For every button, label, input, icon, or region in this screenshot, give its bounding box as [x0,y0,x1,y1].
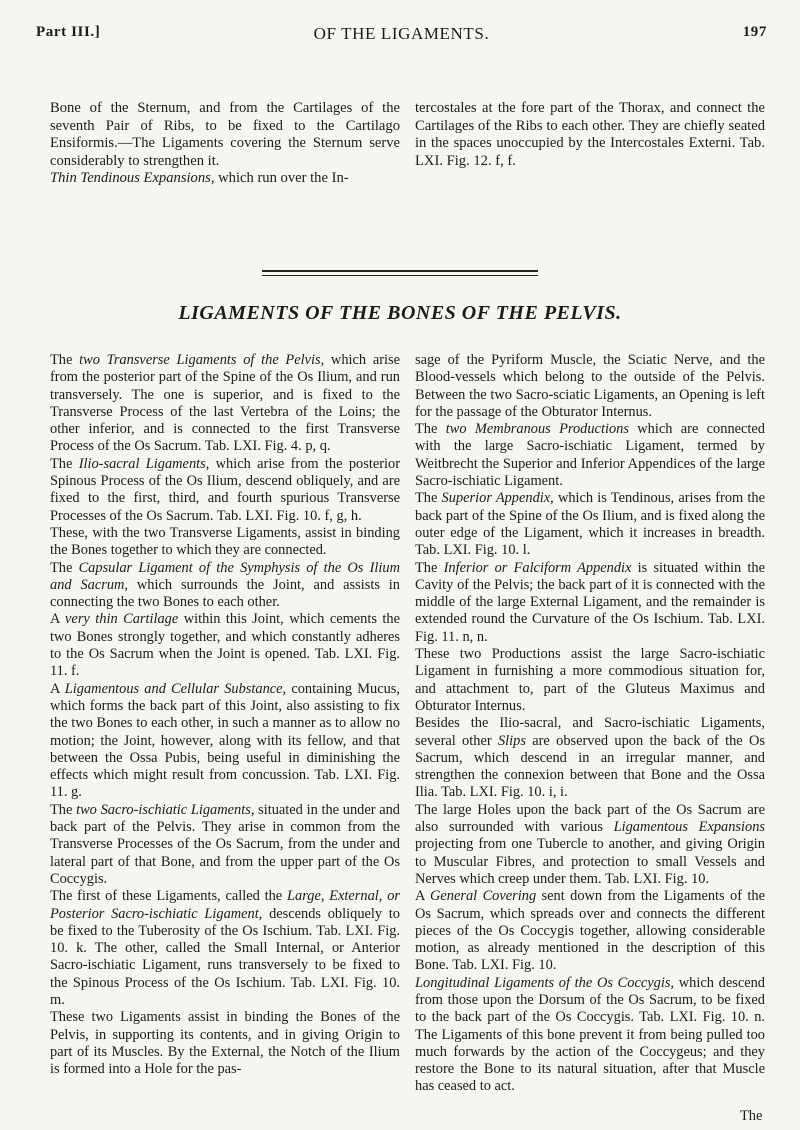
left-column [50,352,400,1078]
right-paragraph: The Inferior or Falciform Appendix is situated within the Cavity of the Pelvis; the back part of it is connected with the middle of the large External Ligament, and the remainder is extended round the Curvature of the Os Ischium. Tab. LXI. Fig. 11. n, n. [415,559,765,645]
divider-thin [262,275,538,276]
right-paragraph: The large Holes upon the back part of the Os Sacrum are also surrounded with various Ligamentous Expansions projecting from one Tubercle to another, and giving Origin to Muscular Fibres, and protection to small Vessels and Nerves which creep under them. Tab. LXI. Fig. 10. [415,801,766,887]
left-paragraph: A very thin Cartilage within this Joint, which cements the two Bones strongly together, and which constantly adheres to the Os Sacrum when the Joint is opened. Tab. LXI. Fig. 11. f. [50,611,400,680]
left-paragraph: The first of these Ligaments, called the Large, External, or Posterior Sacro-ischiatic Ligament, descends obliquely to be fixed to the Tuberosity of the Os Ischium. Tab. LXI. Fig. 10. k. The other, called the Small Internal, or Anterior Sacro-ischiatic Ligament, runs transversely to be fixed to the Spinous Process of the Os Ischium. Tab. LXI. Fig. 10. m. [50,888,400,1008]
right-paragraph: These two Productions assist the large Sacro-ischiatic Ligament in furnishing a more commodious situation for, and attachment to, part of the Gluteus Maximus and Obturator Internus. [415,646,765,714]
section-title: LIGAMENTS OF THE BONES OF THE PELVIS. [178,302,622,324]
right-paragraph: Longitudinal Ligaments of the Os Coccygis, which descend from those upon the Dorsum of the Os Sacrum, to be fixed to the back part of the Os Coccygis. Tab. LXI. Fig. 10. n. The Ligaments of this bone prevent it from being pulled too much forwards by the action of the Coccygeus; and they restore the Bone to its natural situation, after that Muscle has ceased to act. [415,974,765,1095]
right-paragraph: The Superior Appendix, which is Tendinous, arises from the back part of the Spine of the Os Ilium, and is fixed along the outer edge of the Ligament, which it increases in breadth. Tab. LXI. Fig. 10. l. [415,490,765,559]
divider-thick [262,270,538,272]
top-right-paragraph: tercostales at the fore part of the Thorax, and connect the Cartilages of the Ribs to each other. They are chiefly seated in the spaces unoccupied by the Intercostales Externi. Tab. LXI. Fig. 12. f, f. [415,100,765,169]
left-paragraph: These two Ligaments assist in binding the Bones of the Pelvis, in supporting its contents, and in giving Origin to part of its Muscles. By the External, the Notch of the Ilium is formed into a Hole for the pas- [50,1009,400,1078]
running-title: OF THE LIGAMENTS. [313,24,490,43]
top-left-column [50,100,400,188]
left-paragraph: The two Sacro-ischiatic Ligaments, situated in the under and back part of the Pelvis. They arise in common from the Transverse Processes of the Os Sacrum, from the under and lateral part of that Bone, and from the upper part of the Os Coccygis. [50,801,400,887]
right-paragraph: Besides the Ilio-sacral, and Sacro-ischiatic Ligaments, several other Slips are observed upon the back of the Os Sacrum, which descend in an irregular manner, and strengthen the connexion between that Bone and the Ossa Ilia. Tab. LXI. Fig. 10. i, i. [415,715,765,801]
left-paragraph: A Ligamentous and Cellular Substance, containing Mucus, which forms the back part of this Joint, also assisting to fix the two Bones to each other, in such a manner as to allow no motion; the Joint, however, along with its fellow, and that between the Ossa Pubis, being useful in diminishing the effects which might result from concussion. Tab. LXI. Fig. 11. g. [50,680,401,801]
top-left-paragraph: Bone of the Sternum, and from the Cartilages of the seventh Pair of Ribs, to be fixed to the Cartilago Ensiformis.—The Ligaments covering the Sternum serve considerably to strengthen it. Thin Tendinous Expansions, which run over the In- [50,100,400,187]
top-right-column [415,100,765,170]
page-number: 197 [742,24,767,40]
right-paragraph: A General Covering sent down from the Ligaments of the Os Sacrum, which spreads over and connects the different pieces of the Os Coccygis together, allowing considerable motion, as already mentioned in the description of this Bone. Tab. LXI. Fig. 10. [415,888,766,974]
right-column [415,352,765,1096]
left-paragraph: These, with the two Transverse Ligaments, assist in binding the Bones together to which they are connected. [50,524,400,559]
left-paragraph: The two Transverse Ligaments of the Pelvis, which arise from the posterior part of the Spine of the Os Ilium, and run transversely. The one is superior, and is fixed to the Transverse Process of the last Vertebra of the Loins; the other inferior, and is connected to the first Transverse Process of the Os Sacrum. Tab. LXI. Fig. 4. p, q. [50,352,400,455]
part-label: Part III.] [36,24,101,40]
right-paragraph: The two Membranous Productions which are connected with the large Sacro-ischiatic Ligament, termed by Weitbrecht the Superior and Inferior Appendices of the large Sacro-ischiatic Ligament. [415,421,765,490]
right-paragraph: sage of the Pyriform Muscle, the Sciatic Nerve, and the Blood-vessels which belong to the outside of the Pelvis. Between the two Sacro-sciatic Ligaments, an Opening is left for the passage of the Obturator Internus. [415,352,765,420]
left-paragraph: The Capsular Ligament of the Symphysis of the Os Ilium and Sacrum, which surrounds the Joint, and assists in connecting the two Bones to each other. [50,559,400,611]
left-paragraph: The Ilio-sacral Ligaments, which arise from the posterior Spinous Process of the Os Ilium, descend obliquely, and are fixed to the first, third, and fourth spurious Transverse Processes of the Os Sacrum. Tab. LXI. Fig. 10. f, g, h. [50,455,400,524]
page-header [36,24,767,48]
catchword: The [740,1108,763,1124]
